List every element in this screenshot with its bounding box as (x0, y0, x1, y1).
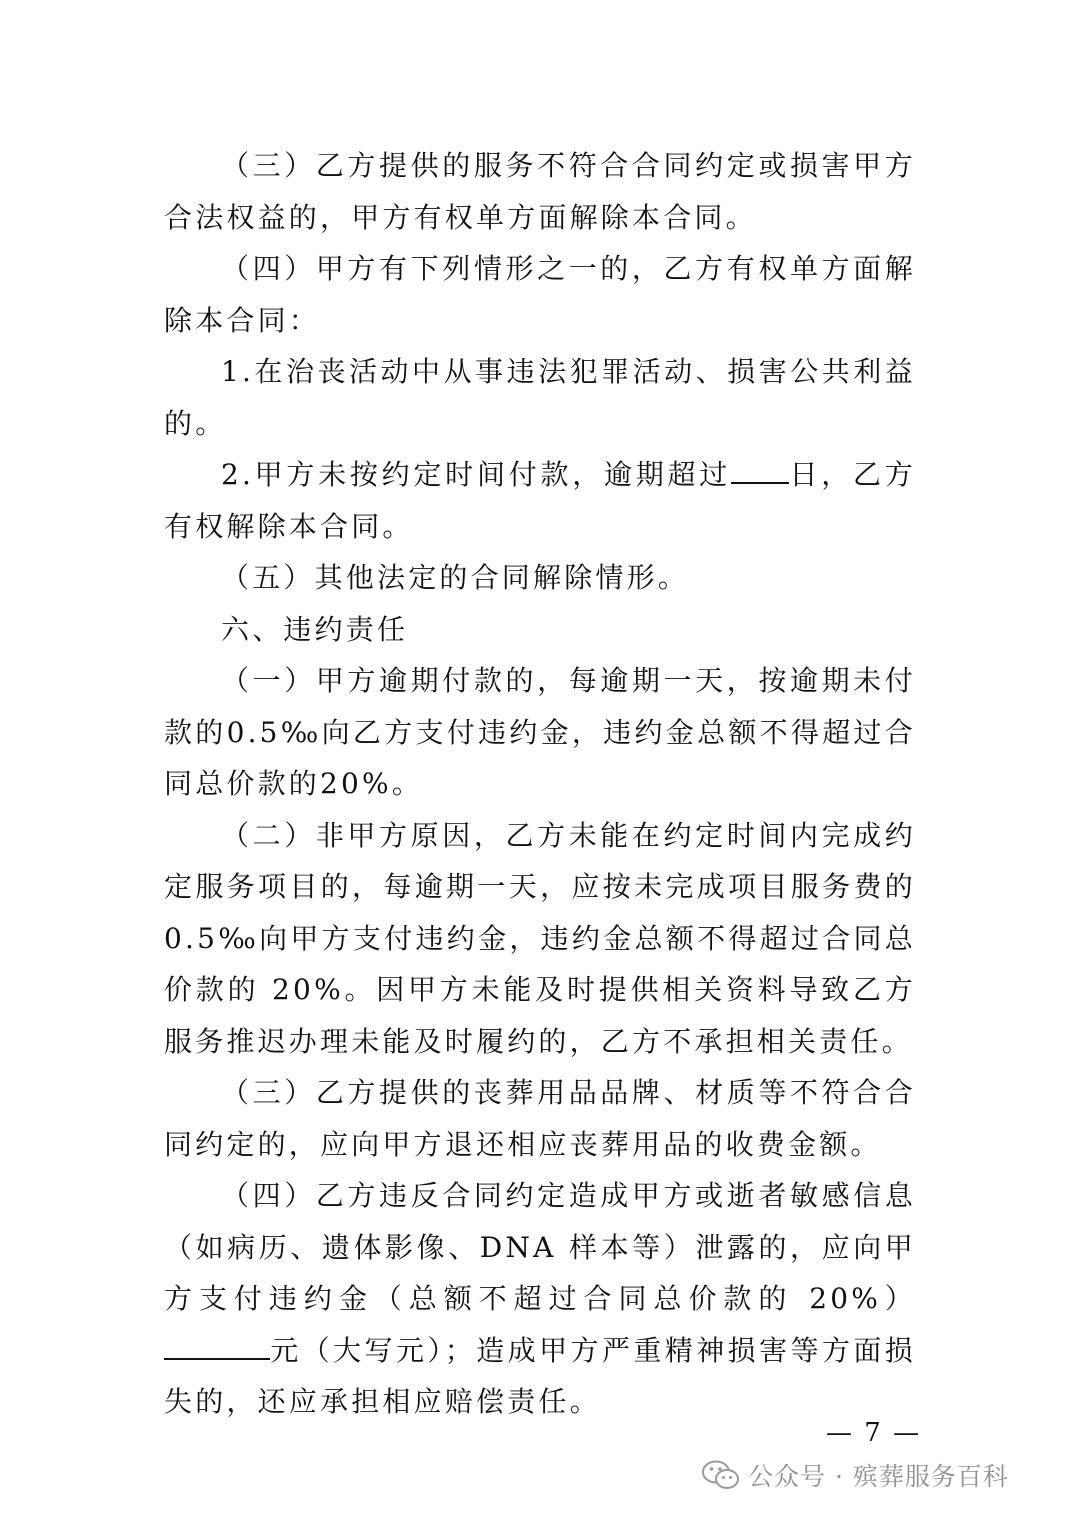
paragraph-termination-3: （三）乙方提供的服务不符合合同约定或损害甲方合法权益的，甲方有权单方面解除本合同。 (164, 149, 916, 234)
wechat-icon (702, 1460, 740, 1490)
page-number: — 7 — (826, 1418, 922, 1448)
paragraph-termination-4: （四）甲方有下列情形之一的，乙方有权单方面解除本合同： (164, 252, 916, 337)
paragraph-liability-4-start: （四）乙方违反合同约定造成甲方或逝者敏感信息（如病历、遗体影像、DNA 样本等）泄露的，应向甲方支付违约金（总额不超过合同总价款的 20%） (164, 1179, 916, 1315)
paragraph-item-2-start: 2.甲方未按约定时间付款，逾期超过 (221, 458, 731, 491)
watermark-text: 公众号 · 殡葬服务百科 (748, 1462, 1009, 1491)
days-blank (731, 458, 789, 484)
paragraph-liability-3: （三）乙方提供的丧葬用品品牌、材质等不符合合同约定的，应向甲方退还相应丧葬用品的收费金额。 (164, 1076, 916, 1161)
section-heading-liability: 六、违约责任 (221, 612, 409, 646)
paragraph-item-2-end: 日，乙方有权解除本合同。 (164, 458, 916, 543)
watermark (702, 1457, 1009, 1493)
paragraph-liability-4-mid: 元（大写 (270, 1333, 396, 1367)
paragraph-liability-2: （二）非甲方原因，乙方未能在约定时间内完成约定服务项目的，每逾期一天，应按未完成项目服务费的 0.5‰向甲方支付违约金，违约金总额不得超过合同总价款的 20%。因甲方未能及时提供相关资料导致乙方服务推迟办理未能及时履约的，乙方不承担相关责任。 (164, 818, 916, 1058)
paragraph-termination-5: （五）其他法定的合同解除情形。 (221, 561, 690, 594)
paragraph-liability-1: （一）甲方逾期付款的，每逾期一天，按逾期未付款的0.5‰向乙方支付违约金，违约金总额不得超过合同总价款的20%。 (164, 664, 916, 800)
paragraph-item-1: 1.在治丧活动中从事违法犯罪活动、损害公共利益的。 (164, 355, 916, 440)
paragraph-liability-4 (164, 1170, 916, 1428)
document-body (164, 140, 916, 1428)
paragraph-liability-4-end: 元）；造成甲方严重精神损害等方面损失的，还应承担相应赔偿责任。 (164, 1333, 916, 1418)
amount-blank (164, 1334, 270, 1360)
paragraph-item-2 (164, 449, 916, 552)
